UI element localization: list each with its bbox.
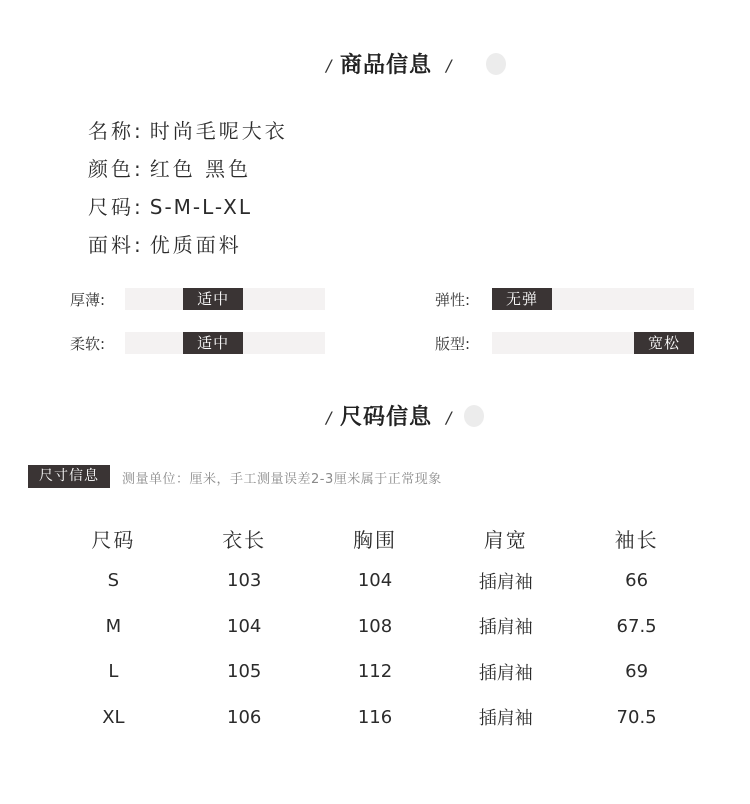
table-cell: L: [108, 661, 119, 683]
info-line-fabric: [88, 229, 242, 258]
info-label: 尺码:: [88, 195, 144, 219]
size-table: [48, 518, 702, 740]
column-header: 肩宽: [483, 527, 528, 552]
table-cell: 105: [227, 661, 262, 683]
info-line-size: [88, 191, 252, 220]
column-header: 袖长: [614, 527, 659, 552]
table-cell: 112: [357, 661, 393, 683]
table-row: [48, 649, 702, 695]
attr-elasticity: [435, 288, 695, 310]
attr-indicator: 宽松: [634, 332, 694, 354]
info-value: 红色 黑色: [149, 157, 252, 181]
table-cell: M: [105, 615, 122, 637]
attr-label: 版型:: [435, 335, 471, 353]
attr-fit: [435, 332, 695, 354]
table-cell: 106: [227, 706, 262, 728]
info-value: 优质面料: [149, 233, 242, 257]
table-cell: 插肩袖: [478, 571, 533, 593]
measurement-note: 测量单位：厘米，手工测量误差2-3厘米属于正常现象: [122, 472, 442, 487]
attr-track: [492, 332, 694, 354]
info-line-name: [88, 115, 288, 144]
attr-label: 弹性:: [435, 291, 471, 309]
heading-slash-right: /: [446, 408, 452, 427]
table-cell: 69: [625, 661, 649, 683]
table-cell: 67.5: [616, 615, 657, 637]
attr-track: [125, 332, 325, 354]
column-header: 衣长: [222, 527, 267, 552]
table-cell: 70.5: [616, 706, 657, 728]
table-row: [48, 604, 702, 650]
table-cell: S: [107, 570, 120, 592]
table-cell: 104: [227, 615, 262, 637]
column-header: 尺码: [91, 527, 136, 552]
table-cell: 插肩袖: [478, 617, 533, 639]
attr-track: [125, 288, 325, 310]
size-tag: 尺寸信息: [28, 465, 110, 488]
info-label: 颜色:: [88, 157, 144, 181]
size-info-title: 尺码信息: [340, 405, 433, 430]
attr-indicator: 无弹: [492, 288, 552, 310]
info-label: 面料:: [88, 233, 144, 257]
product-info-title: 商品信息: [340, 53, 433, 78]
heading-slash-left: /: [326, 408, 332, 427]
size-info-heading: [0, 396, 750, 436]
table-row: [48, 558, 702, 604]
table-cell: 66: [625, 570, 649, 592]
info-value: S-M-L-XL: [149, 195, 252, 219]
column-header: 胸围: [352, 527, 397, 552]
attr-indicator: 适中: [183, 332, 243, 354]
table-header-row: [48, 518, 702, 558]
product-info-heading: [0, 44, 750, 84]
attr-indicator: 适中: [183, 288, 243, 310]
attr-label: 柔软:: [70, 335, 106, 353]
attr-track: [492, 288, 694, 310]
table-cell: 108: [357, 615, 393, 637]
table-cell: 103: [227, 570, 262, 592]
table-cell: XL: [102, 706, 125, 728]
decorative-blob-icon: [464, 405, 484, 427]
decorative-blob-icon: [486, 53, 506, 75]
attr-label: 厚薄:: [70, 291, 106, 309]
info-line-color: [88, 153, 251, 182]
info-value: 时尚毛呢大衣: [149, 119, 288, 143]
attr-softness: [70, 332, 330, 354]
heading-slash-right: /: [446, 56, 452, 75]
table-row: [48, 695, 702, 741]
table-cell: 插肩袖: [478, 708, 533, 730]
table-cell: 插肩袖: [478, 662, 533, 684]
table-cell: 104: [357, 570, 393, 592]
attr-thickness: [70, 288, 330, 310]
info-label: 名称:: [88, 119, 144, 143]
heading-slash-left: /: [326, 56, 332, 75]
table-cell: 116: [357, 706, 393, 728]
